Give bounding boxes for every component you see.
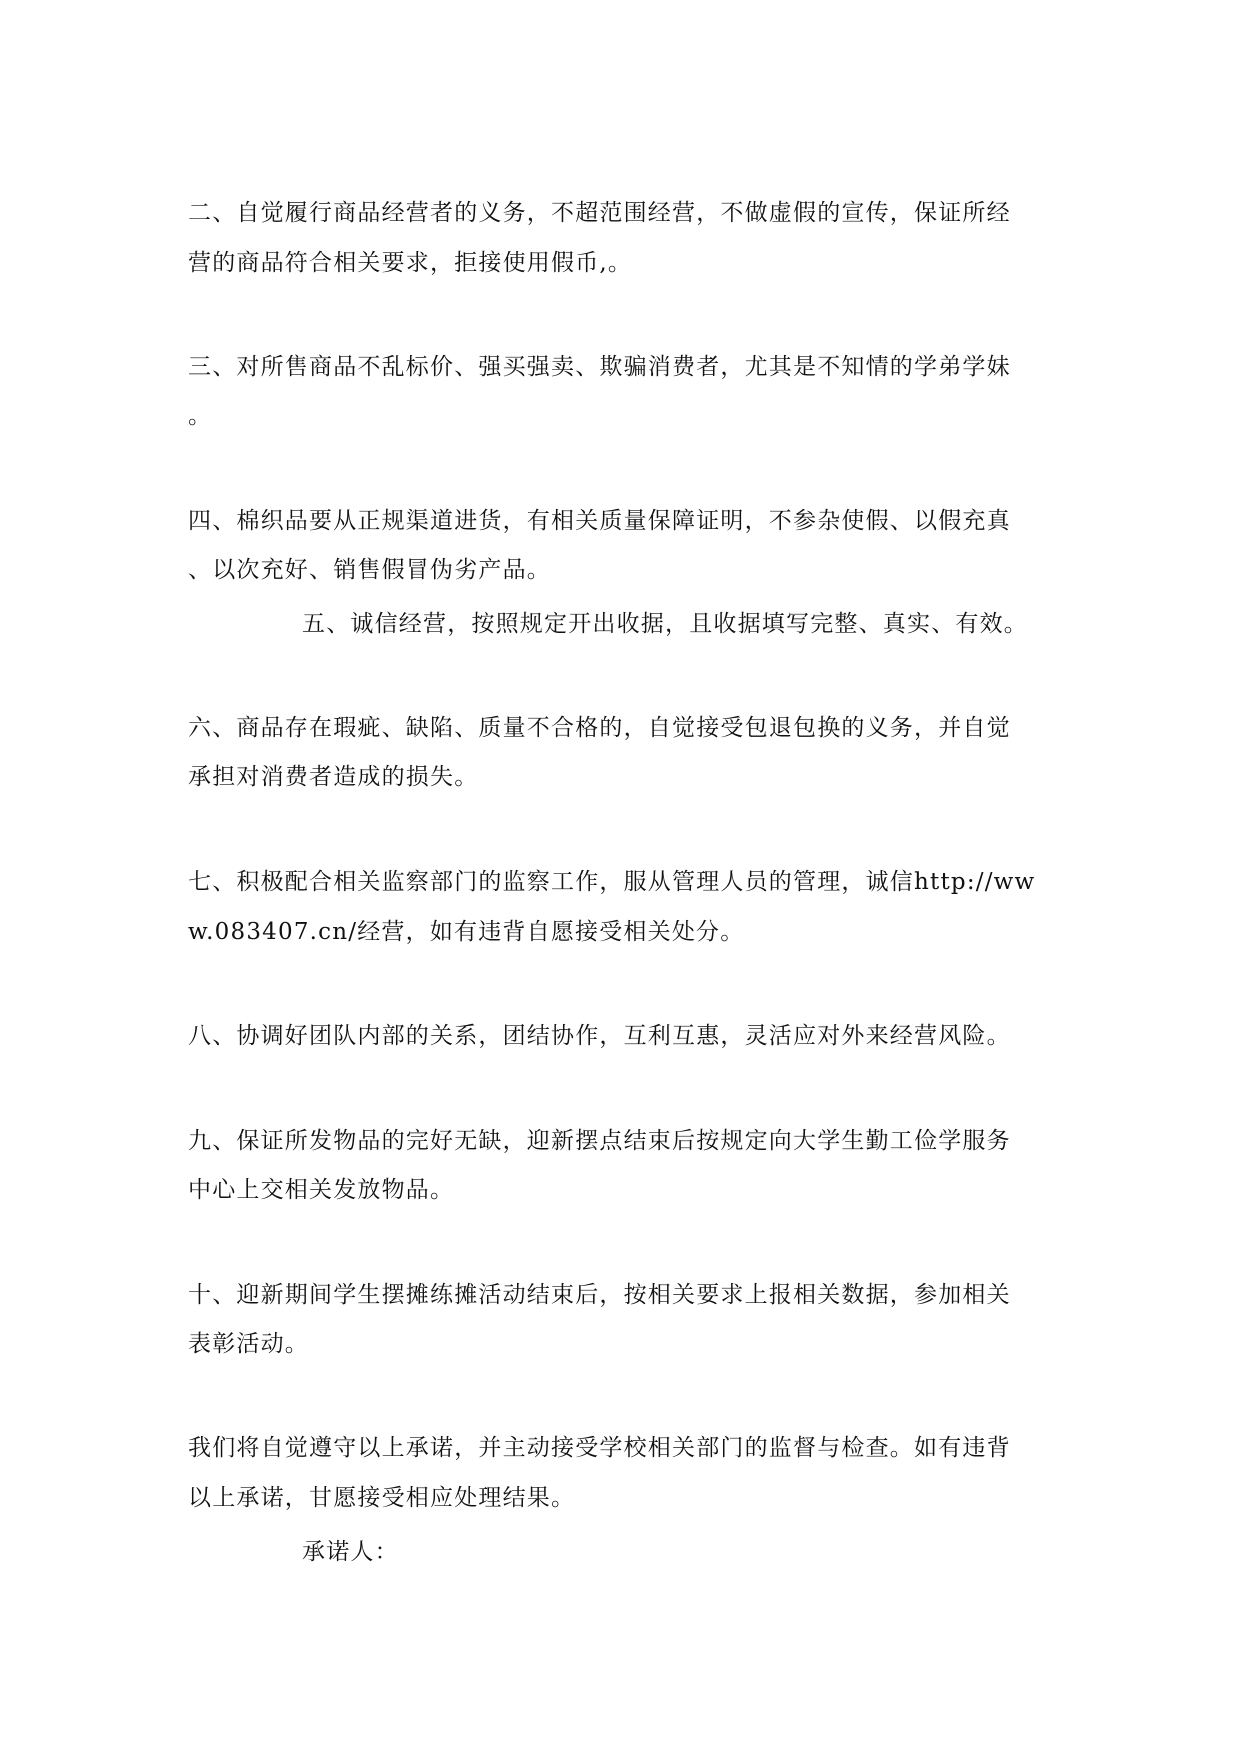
item-10-line-2: 表彰活动。: [188, 1331, 309, 1357]
item-9-line-2: 中心上交相关发放物品。: [188, 1177, 455, 1203]
signer-label: 承诺人：: [302, 1539, 399, 1565]
item-2-line-1: 二、自觉履行商品经营者的义务，不超范围经营，不做虚假的宣传，保证所经: [188, 200, 1011, 226]
item-2-line-2: 营的商品符合相关要求，拒接使用假币,。: [188, 250, 633, 276]
item-8-line-1: 八、协调好团队内部的关系，团结协作，互利互惠，灵活应对外来经营风险。: [188, 1023, 1011, 1049]
item-9-line-1: 九、保证所发物品的完好无缺，迎新摆点结束后按规定向大学生勤工俭学服务: [188, 1128, 1011, 1154]
item-5-line-1: 五、诚信经营，按照规定开出收据，且收据填写完整、真实、有效。: [302, 611, 1028, 637]
closing-line-2: 以上承诺，甘愿接受相应处理结果。: [188, 1485, 576, 1511]
item-4-line-1: 四、棉织品要从正规渠道进货，有相关质量保障证明，不参杂使假、以假充真: [188, 508, 1011, 534]
item-6-line-1: 六、商品存在瑕疵、缺陷、质量不合格的，自觉接受包退包换的义务，并自觉: [188, 715, 1011, 741]
item-7-line-1: 七、积极配合相关监察部门的监察工作，服从管理人员的管理，诚信http://ww: [188, 869, 1036, 895]
item-4-line-2: 、以次充好、销售假冒伪劣产品。: [188, 557, 551, 583]
item-7-line-2: w.083407.cn/经营，如有违背自愿接受相关处分。: [188, 919, 745, 945]
item-6-line-2: 承担对消费者造成的损失。: [188, 764, 479, 790]
item-10-line-1: 十、迎新期间学生摆摊练摊活动结束后，按相关要求上报相关数据，参加相关: [188, 1282, 1011, 1308]
item-3-line-2: 。: [188, 403, 213, 429]
item-3-line-1: 三、对所售商品不乱标价、强买强卖、欺骗消费者，尤其是不知情的学弟学妹: [188, 354, 1011, 380]
closing-line-1: 我们将自觉遵守以上承诺，并主动接受学校相关部门的监督与检查。如有违背: [188, 1435, 1011, 1461]
